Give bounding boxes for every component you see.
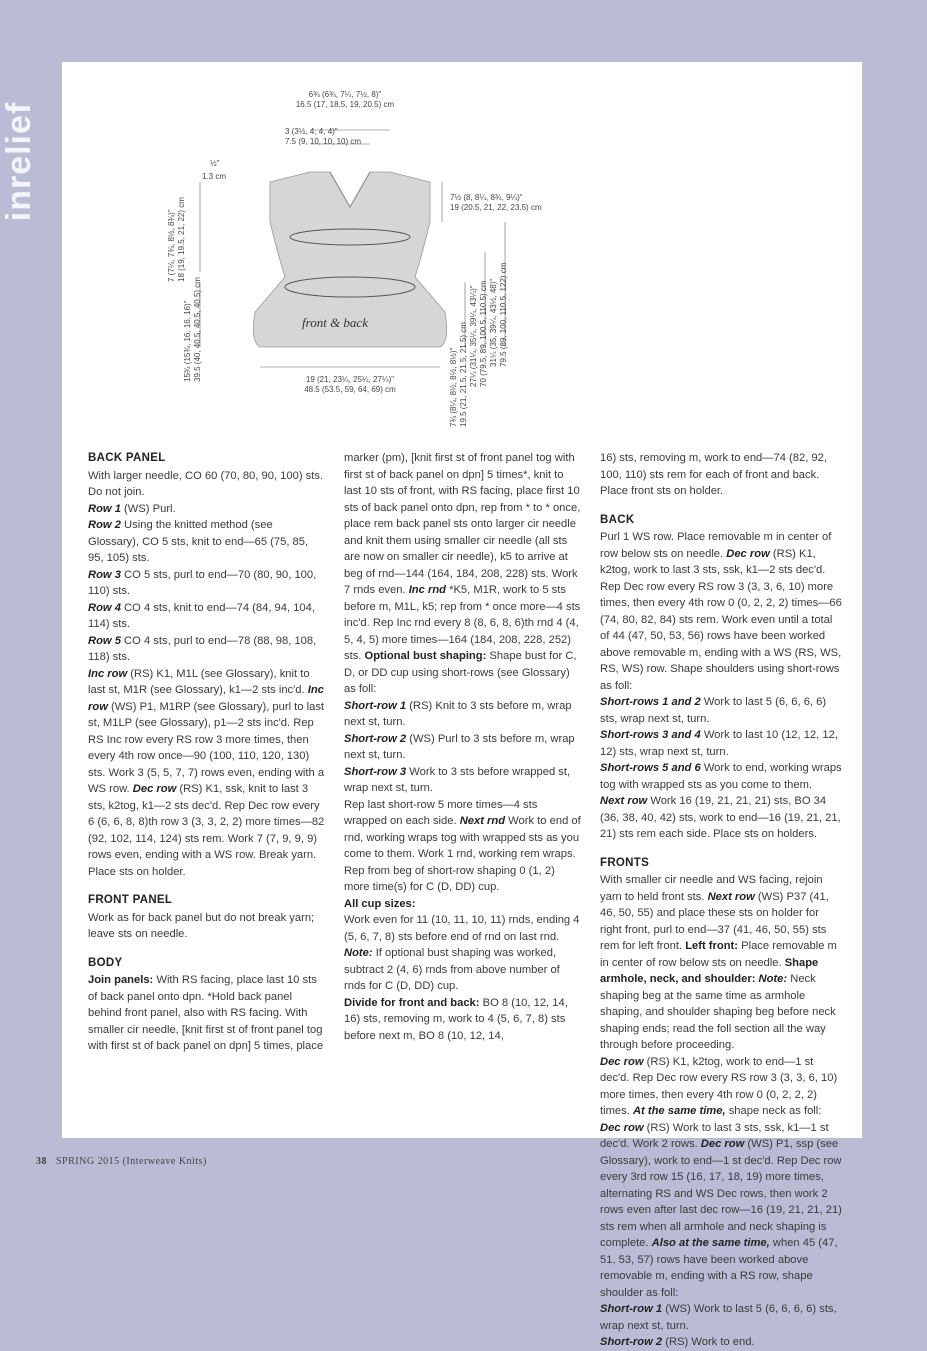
front-back-label: front & back: [302, 315, 368, 330]
row-3: Row 3 CO 5 sts, purl to end—70 (80, 90, 100, 110) sts.: [88, 568, 317, 597]
bottom-width-cm: 48.5 (53.5, 59, 64, 69) cm: [304, 385, 396, 394]
all-cup-text: Work even for 11 (10, 11, 10, 11) rnds, ending 4 (5, 6, 7, 8) sts before end of rnd on last rnd. Note: If optional bust shaping was worked, subtract 2 (4, 6) rnds from above number of rnds for C (D, DD) cup.: [344, 914, 580, 992]
issue-label: SPRING 2015: [56, 1156, 120, 1167]
back-text: Purl 1 WS row. Place removable m in center of row below sts on needle. Dec row (RS) K1, k2tog, work to last 3 sts, ssk, k1—2 sts dec'd. Rep Dec row every RS row 3 (3, 3, 6, 10) more times, then every 4th row 0 (0, 2, 2, 2) times—66 (74, 80, 82, 84) sts rem. Work even until a total of 44 (47, 50, 53, 56) rows have been worked above removable m, ending with a WS (RS, WS, RS, WS) row. Shape shoulders using short-rows as foll:: [600, 531, 842, 692]
waist-length-in: 15¾ (15¾, 16, 16, 16)": [183, 300, 192, 382]
short-row-3: Short-row 3 Work to 3 sts before wrapped st, wrap next st, turn.: [344, 765, 571, 794]
divide-text: Divide for front and back: BO 8 (10, 12, 14, 16) sts, removing m, work to 4 (5, 6, 7, 8) sts before next m, BO 8 (10, 12, 14,: [344, 996, 568, 1042]
all-cup-heading: All cup sizes:: [344, 897, 416, 910]
bp-intro: With larger needle, CO 60 (70, 80, 90, 100) sts. Do not join.: [88, 469, 324, 498]
body-heading: BODY: [88, 956, 123, 969]
armhole-depth-in: 7 (7¼, 7¾, 8½, 8¾)": [167, 209, 176, 282]
join-panels: Join panels: With RS facing, place last 10 sts of back panel onto dpn. *Hold back panel behind front panel, also with RS facing. With smaller cir needle, [knit first st of front panel tog with first st of back panel on dpn] 5 times, place: [88, 974, 324, 1052]
divide-continued: 16) sts, removing m, work to end—74 (82, 92, 100, 110) sts rem for each of front and back. Place front sts on holder.: [600, 452, 827, 497]
full-bust-cm: 79.5 (89, 100, 110.5, 122) cm: [499, 262, 508, 367]
fp-text: Work as for back panel but do not break yarn; leave sts on needle.: [88, 911, 315, 940]
shoulder-drop-in: ½": [210, 159, 220, 168]
column-3: [600, 450, 843, 1351]
short-row-1: Short-row 1 (RS) Knit to 3 sts before m, wrap next st, turn.: [344, 699, 572, 728]
front-panel-heading: FRONT PANEL: [88, 894, 173, 906]
row-2: Row 2 Using the knitted method (see Glossary), CO 5 sts, knit to end—65 (75, 85, 95, 105) sts.: [88, 519, 309, 564]
inc-row-paragraph: Inc row (RS) K1, M1L (see Glossary), knit to last st, M1R (see Glossary), k1—2 sts inc'd. Inc row (WS) P1, M1RP (see Glossary), purl to last st, M1LP (see Glossary), p1—2 sts inc'd. Rep RS Inc row every RS row 3 more times, then every 4th row once—90 (100, 110, 120, 130) sts. Work 3 (5, 5, 7, 7) rows even, ending with a WS row. Dec row (RS) K1, ssk, knit to last 3 sts, k2tog, k1—2 sts dec'd. Rep Dec row every 6 (6, 6, 8, 8)th row 3 (3, 3, 2, 2) more times—82 (92, 102, 114, 124) sts rem. Work 7 (7, 9, 9, 9) rows even, ending with a WS row. Break yarn. Place sts on holder.: [88, 667, 325, 878]
short-row-rep: Rep last short-row 5 more times—4 sts wrapped on each side. Next rnd Work to end of rnd, working wraps tog with wrapped sts as you come to them. Work 1 rnd, working rem wraps. Rep from beg of short-row shaping 0 (1, 2) more time(s) for C (D, DD) cup.: [344, 798, 581, 893]
row-1: Row 1 (WS) Purl.: [88, 502, 176, 515]
side-tag-text: inrelief: [0, 101, 39, 222]
page-number: 38: [36, 1156, 47, 1167]
short-rows-3-4: Short-rows 3 and 4 Work to last 10 (12, 12, 12, 12) sts, wrap next st, turn.: [600, 729, 838, 758]
final-short-row-1: Short-row 1 (WS) Work to last 5 (6, 6, 6, 6) sts, wrap next st, turn.: [600, 1303, 837, 1332]
waist-length-cm: 39.5 (40, 40.5, 40.5, 40.5) cm: [193, 277, 202, 382]
top-width-cm: 16.5 (17, 18.5, 19, 20.5) cm: [295, 100, 395, 109]
short-rows-1-2: Short-rows 1 and 2 Work to last 5 (6, 6, 6, 6) sts, wrap next st, turn.: [600, 696, 827, 725]
top-width-in: 6¾ (6¾, 7¼, 7½, 8)": [308, 90, 382, 99]
next-row: Next row Work 16 (19, 21, 21, 21) sts, BO 34 (36, 38, 40, 42) sts, work to end—16 (19, 21, 21, 21) sts rem each side. Place sts on holders.: [600, 795, 841, 840]
bust-circ-in: 27¼ (31¼, 35¼, 39¼, 43¼)": [469, 285, 478, 387]
magazine-label: (Interweave Knits): [122, 1156, 207, 1167]
row-5: Row 5 CO 4 sts, purl to end—78 (88, 98, 108, 118) sts.: [88, 634, 317, 663]
bottom-width-in: 19 (21, 23¼, 25¼, 27¼)": [305, 375, 395, 384]
column-1: [88, 450, 326, 1055]
armhole-depth-cm: 18 (19, 19.5, 21, 22) cm: [177, 197, 186, 282]
back-heading: BACK: [600, 513, 635, 526]
row-4: Row 4 CO 4 sts, knit to end—74 (84, 94, 104, 114) sts.: [88, 601, 315, 630]
neck-width-cm: 7.5 (9, 10, 10, 10) cm: [285, 137, 362, 146]
full-bust-in: 31¼ (35, 39¼, 43½, 48)": [489, 278, 498, 367]
final-short-row-2: Short-row 2 (RS) Work to end.: [600, 1336, 755, 1348]
hem-depth-in: 7¾ (8¼, 8½, 8½, 8½)": [449, 347, 458, 427]
bust-circ-cm: 70 (79.5, 89, 100.5, 110.5) cm: [479, 280, 488, 387]
fronts-text: With smaller cir needle and WS facing, rejoin yarn to held front sts. Next row (WS) P37 (41, 46, 50, 55) and place these sts on holder for right front, purl to end—37 (41, 46, 50, 55) sts rem for left front. Left front: Place removable m in center of row below sts on needle. Shape armhole, neck, and shoulder: Note: Neck shaping beg at the same time as armhole shaping, and shoulder shaping beg before neck shaping ends; read the foll section all the way through before proceeding.: [600, 874, 837, 1051]
short-rows-5-6: Short-rows 5 and 6 Work to end, working wraps tog with wrapped sts as you come to them.: [600, 762, 842, 791]
dec-row-text: Dec row (RS) K1, k2tog, work to end—1 st dec'd. Rep Dec row every RS row 3 (3, 3, 6, 10) more times, then every 4th row 0 (0, 2, 2, 2) times. At the same time, shape neck as foll: Dec row (RS) Work to last 3 sts, ssk, k1—1 st dec'd. Work 2 rows. Dec row (WS) P1, ssp (see Glossary), work to end—1 st dec'd. Rep Dec row every 3rd row 15 (16, 17, 18, 19) more times, alternating RS and WS Dec rows, then work 2 rows even after last dec row—16 (19, 21, 21, 21) sts rem when all armhole and neck shaping is complete. Also at the same time, when 45 (47, 51, 53, 57) rows have been worked above removable m, ending with a RS row, shape shoulder as foll:: [600, 1055, 842, 1299]
schematic-diagram: [160, 82, 560, 442]
page-footer: [36, 1156, 207, 1167]
column-2: [344, 450, 582, 1044]
short-row-2: Short-row 2 (WS) Purl to 3 sts before m, wrap next st, turn.: [344, 732, 575, 761]
shoulder-drop-cm: 1.3 cm: [202, 172, 227, 181]
neck-width-in: 3 (3½, 4, 4, 4)": [285, 127, 338, 136]
armhole-width-in: 7½ (8, 8¼, 8¾, 9¼)": [450, 193, 523, 202]
back-panel-heading: BACK PANEL: [88, 452, 166, 464]
body-continued: marker (pm), [knit first st of front panel tog with first st of back panel on dpn] 5 times*, knit to last 10 sts of front, with RS facing, place first 10 sts of back panel onto dpn, rep from * to * once, place rem back panel sts onto larger cir needle and knit them using smaller cir needle (all sts are now on smaller cir needle), k5 to arrive at beg of rnd—144 (164, 184, 208, 228) sts. Work 7 rnds even. Inc rnd *K5, M1R, work to 5 sts before m, M1L, k5; rep from * once more—4 sts inc'd. Rep Inc rnd every 8 (8, 6, 8, 6)th rnd 4 (4, 5, 4, 5) more times—164 (184, 208, 228, 252) sts. Optional bust shaping: Shape bust for C, D, or DD cup using short-rows (see Glossary) as foll:: [344, 452, 581, 695]
hem-depth-cm: 19.5 (21, 21.5, 21.5, 21.5) cm: [459, 322, 468, 427]
armhole-width-cm: 19 (20.5, 21, 22, 23.5) cm: [450, 203, 542, 212]
fronts-heading: FRONTS: [600, 856, 650, 869]
